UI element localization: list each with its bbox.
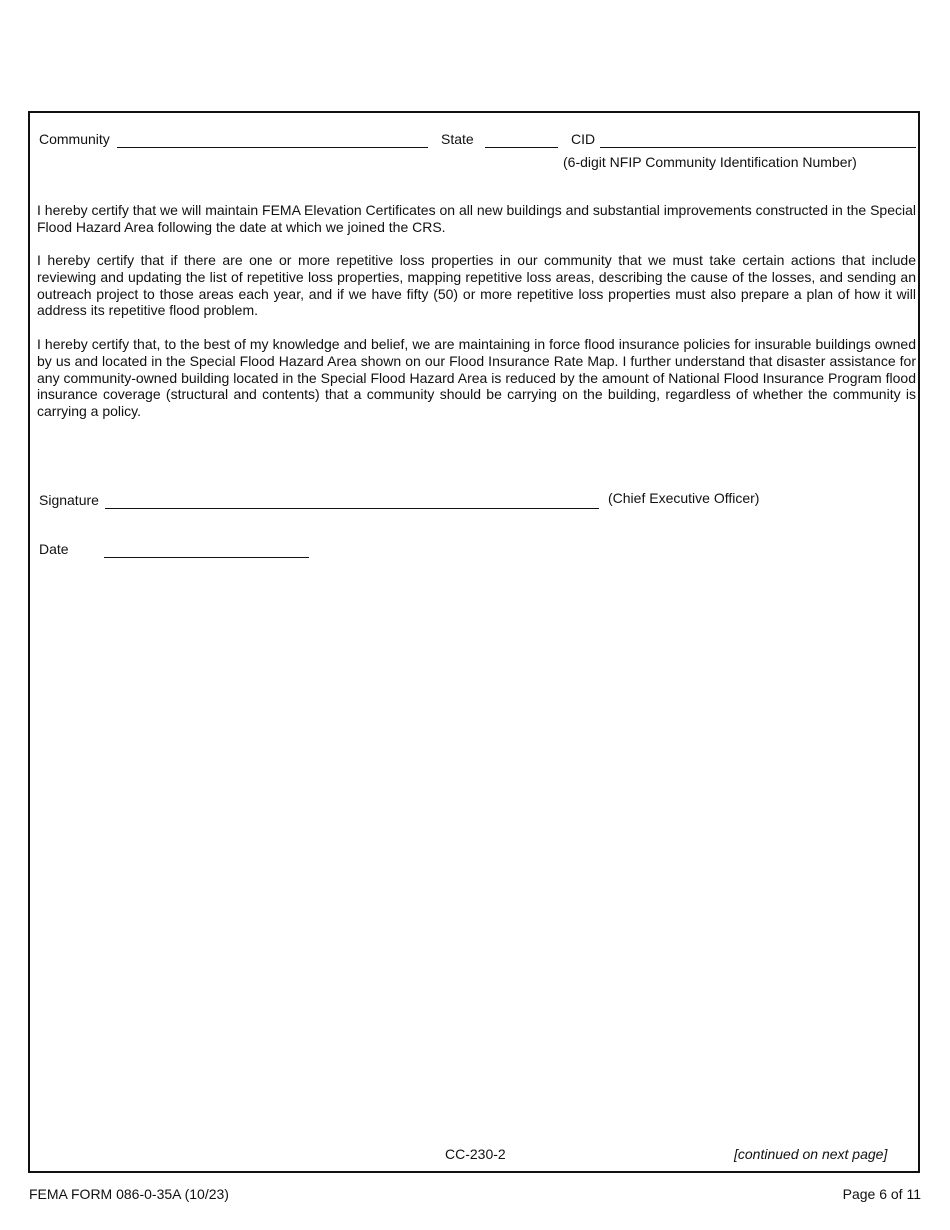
signature-field[interactable] [105,508,599,509]
certification-repetitive-loss: I hereby certify that if there are one or more repetitive loss properties in our community that we must take certain actions that include reviewing and updating the list of repetitive loss properties, mapping repetitive loss areas, describing the cause of the losses, and sending an outreach project to those areas each year, and if we have fifty (50) or more repetitive loss properties must also prepare a plan of how it will address its repetitive flood problem. [37,252,916,319]
form-number: FEMA FORM 086-0-35A (10/23) [29,1186,229,1202]
cid-label: CID [571,131,596,147]
form-frame [28,111,920,1173]
certification-elevation: I hereby certify that we will maintain FEMA Elevation Certificates on all new buildings and substantial improvements constructed in the Special Flood Hazard Area following the date at which we joined the CRS. [37,202,916,235]
date-field[interactable] [104,557,309,558]
certification-flood-insurance: I hereby certify that, to the best of my knowledge and belief, we are maintaining in force flood insurance policies for insurable buildings owned by us and located in the Special Flood Hazard Area shown on our Flood Insurance Rate Map. I further understand that disaster assistance for any community-owned building located in the Special Flood Hazard Area is reduced by the amount of National Flood Insurance Program flood insurance coverage (structural and contents) that a community should be carrying on the building, regardless of whether the community is carrying a policy. [37,336,916,420]
state-field[interactable] [485,147,558,148]
signer-title: (Chief Executive Officer) [608,490,760,506]
continued-note: [continued on next page] [734,1146,888,1162]
state-label: State [441,131,474,147]
community-field[interactable] [117,147,428,148]
form-code: CC-230-2 [445,1146,506,1162]
cid-note: (6-digit NFIP Community Identification Number) [563,154,857,170]
signature-label: Signature [39,492,99,508]
cid-field[interactable] [600,147,916,148]
date-label: Date [39,541,69,557]
page-indicator: Page 6 of 11 [842,1186,921,1202]
community-label: Community [39,131,110,147]
